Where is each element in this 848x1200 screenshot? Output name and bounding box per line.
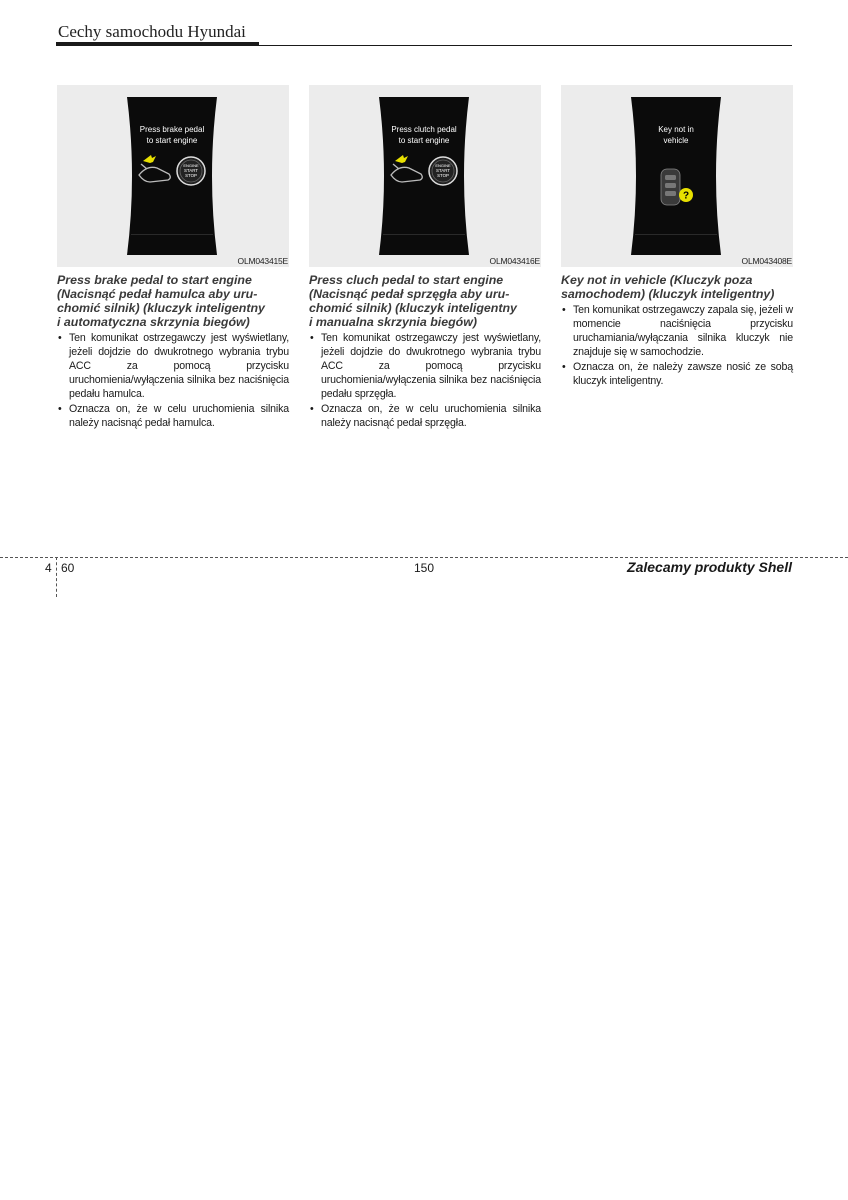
bullet-list [309, 331, 541, 430]
smart-key-icon [661, 169, 680, 205]
figure-key-not-in-vehicle [561, 85, 793, 267]
figure-code: OLM043415E [237, 256, 288, 266]
figure-code: OLM043416E [489, 256, 540, 266]
chapter-number: 4 [45, 561, 52, 575]
svg-text:STOP: STOP [437, 173, 449, 178]
figure-brake-pedal [57, 85, 289, 267]
svg-text:START: START [436, 168, 450, 173]
header-title: Cechy samochodu Hyundai [58, 22, 246, 41]
screen-line-2: to start engine [398, 136, 450, 145]
screen-line-2: to start engine [146, 136, 198, 145]
page-number: 60 [61, 561, 75, 575]
section-caption: Press cluch pedal to start engine (Nacisnąć pedał sprzęgła aby uru- chomić silnik) (kluczyk inteligentny i manualna skrzynia biegów) [309, 273, 517, 329]
svg-text:ENGINE: ENGINE [183, 163, 199, 168]
bullet-list [561, 303, 793, 388]
screen-line-1: Press clutch pedal [391, 125, 457, 134]
header-rule [56, 45, 792, 46]
figure-code: OLM043408E [741, 256, 792, 266]
cluster-display-clutch [379, 97, 469, 255]
footer-vertical-divider [56, 557, 57, 597]
cluster-display-key [631, 97, 721, 255]
svg-text:?: ? [682, 190, 690, 202]
cluster-display-brake [127, 97, 217, 255]
footer-divider [0, 557, 848, 558]
section-brake-pedal [57, 85, 289, 431]
svg-text:STOP: STOP [185, 173, 197, 178]
svg-text:START: START [184, 168, 198, 173]
figure-clutch-pedal [309, 85, 541, 267]
screen-line-1: Press brake pedal [139, 125, 205, 134]
bullet-list [57, 331, 289, 430]
list-item: • Ten komunikat ostrzegawczy zapala się, jeżeli w momencie naciśnięcia przycisku uruchamiania/wyłączania silnika kluczyk nie znajduje się w samochodzie. [561, 303, 793, 359]
screen-line-1: Key not in [658, 125, 694, 134]
list-item: • Oznacza on, że należy zawsze nosić ze sobą kluczyk inteligentny. [561, 360, 793, 388]
list-item: • Ten komunikat ostrzegawczy jest wyświetlany, jeżeli dojdzie do dwukrotnego wybrania trybu ACC za pomocą przycisku uruchomienia/wyłączenia silnika bez naciśnięcia pedału sprzęgła. [309, 331, 541, 401]
engine-start-stop-button-icon [177, 157, 205, 185]
sheet-number: 150 [414, 561, 435, 575]
question-mark-icon [679, 188, 693, 202]
screen-line-2: vehicle [663, 136, 689, 145]
section-caption: Press brake pedal to start engine (Nacisnąć pedał hamulca aby uru- chomić silnik) (kluczyk inteligentny i automatyczna skrzynia biegów) [57, 273, 265, 329]
list-item: • Oznacza on, że w celu uruchomienia silnika należy nacisnąć pedał hamulca. [57, 402, 289, 430]
list-item: • Ten komunikat ostrzegawczy jest wyświetlany, jeżeli dojdzie do dwukrotnego wybrania trybu ACC za pomocą przycisku uruchomienia/wyłączenia silnika bez naciśnięcia pedału hamulca. [57, 331, 289, 401]
footer-slogan: Zalecamy produkty Shell [627, 559, 792, 575]
section-caption: Key not in vehicle (Kluczyk poza samochodem) (kluczyk inteligentny) [561, 273, 775, 301]
engine-start-stop-button-icon [429, 157, 457, 185]
list-item: • Oznacza on, że w celu uruchomienia silnika należy nacisnąć pedał sprzęgła. [309, 402, 541, 430]
section-clutch-pedal [309, 85, 541, 431]
section-key-not-in-vehicle [561, 85, 793, 389]
svg-text:ENGINE: ENGINE [435, 163, 451, 168]
